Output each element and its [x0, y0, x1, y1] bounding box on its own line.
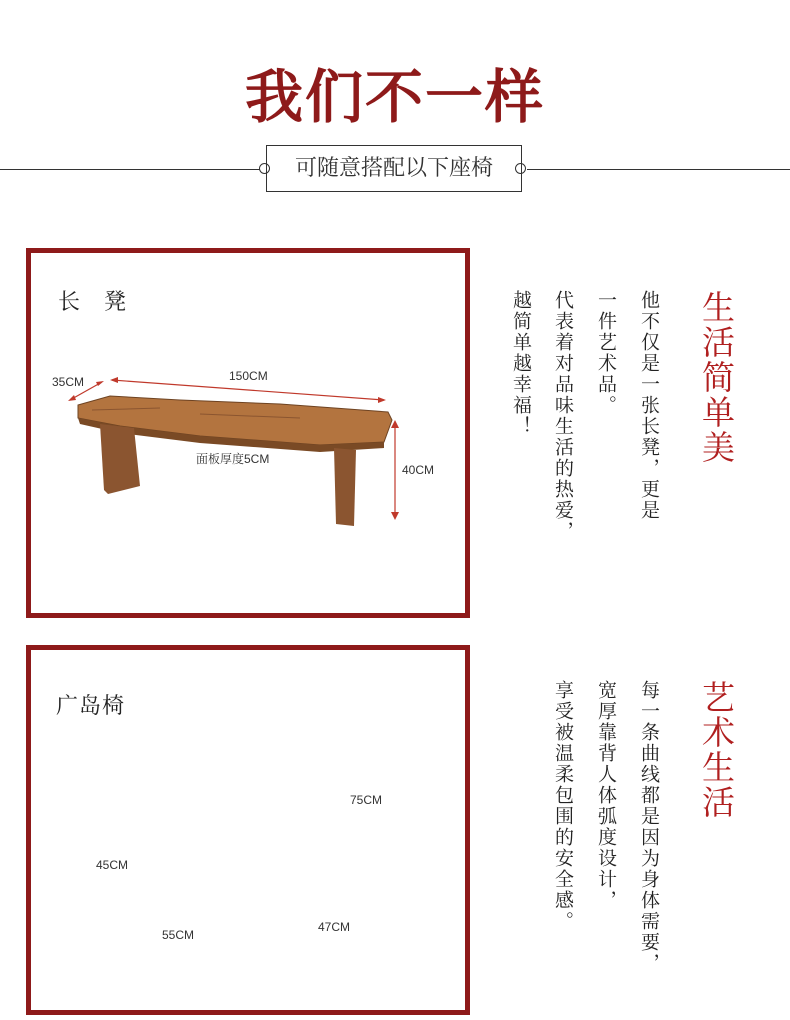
chair-width-label: 55CM: [162, 928, 195, 942]
chair-seat-height-label: 45CM: [96, 858, 129, 872]
bench-text-col-2: 一件艺术品。: [595, 290, 617, 416]
chair-height-label: 75CM: [350, 793, 383, 807]
chair-panel: [26, 645, 470, 1015]
chair-text-col-2: 宽厚靠背人体弧度设计，: [595, 680, 617, 911]
bench-thickness-label: 面板厚度5CM: [196, 452, 270, 466]
bench-text-col-3: 代表着对品味生活的热爱，: [552, 290, 574, 542]
chair-heading: 艺术生活: [697, 680, 736, 820]
bench-length-label: 150CM: [229, 369, 268, 383]
bench-depth-label: 35CM: [52, 375, 85, 389]
bench-text-col-4: 越简单越幸福！: [510, 290, 532, 437]
bench-height-label: 40CM: [402, 463, 435, 477]
bench-heading: 生活简单美: [697, 290, 736, 465]
chair-text-col-1: 每一条曲线都是因为身体需要，: [638, 680, 660, 974]
bench-text-col-1: 他不仅是一张长凳，更是: [638, 290, 660, 521]
chair-text-col-3: 享受被温柔包围的安全感。: [552, 680, 574, 932]
subtitle-box: 可随意搭配以下座椅: [266, 145, 522, 192]
chair-depth-label: 47CM: [318, 920, 351, 934]
bench-label: 长 凳: [58, 290, 128, 315]
chair-label: 广岛椅: [56, 694, 126, 719]
page-title: 我们不一样: [244, 63, 545, 131]
